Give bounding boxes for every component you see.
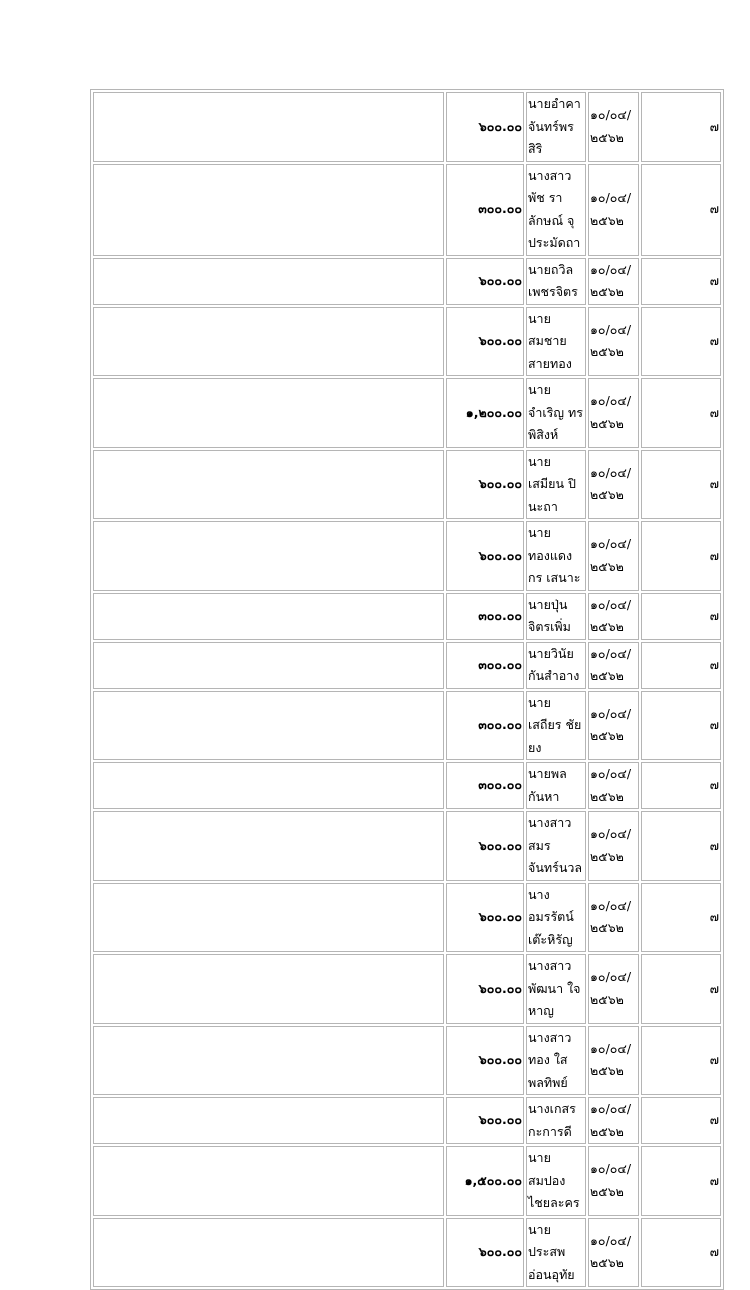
amount-cell: ๖๐๐.๐๐ xyxy=(446,521,524,591)
date-cell: ๑๐/๐๔/ ๒๕๖๒ xyxy=(588,164,639,256)
code-cell: ๗ xyxy=(641,258,721,305)
amount-cell: ๓๐๐.๐๐ xyxy=(446,642,524,689)
empty-cell xyxy=(93,92,444,162)
code-cell: ๗ xyxy=(641,1218,721,1288)
amount-cell: ๑,๒๐๐.๐๐ xyxy=(446,378,524,448)
empty-cell xyxy=(93,450,444,520)
name-cell: นาง อมรรัตน์ เต๊ะหิรัญ xyxy=(526,883,586,953)
date-cell: ๑๐/๐๔/ ๒๕๖๒ xyxy=(588,811,639,881)
payment-table xyxy=(90,89,724,1290)
table-row xyxy=(93,1146,721,1216)
code-cell: ๗ xyxy=(641,762,721,809)
table-row xyxy=(93,1218,721,1288)
amount-cell: ๓๐๐.๐๐ xyxy=(446,164,524,256)
code-cell: ๗ xyxy=(641,954,721,1024)
date-cell: ๑๐/๐๔/ ๒๕๖๒ xyxy=(588,378,639,448)
empty-cell xyxy=(93,691,444,761)
empty-cell xyxy=(93,1218,444,1288)
date-cell: ๑๐/๐๔/ ๒๕๖๒ xyxy=(588,593,639,640)
table-row xyxy=(93,762,721,809)
name-cell: นายเสมียน ปินะถา xyxy=(526,450,586,520)
name-cell: นางสาวสมร จันทร์นวล xyxy=(526,811,586,881)
code-cell: ๗ xyxy=(641,691,721,761)
amount-cell: ๖๐๐.๐๐ xyxy=(446,1218,524,1288)
name-cell: นายวินัย กันสำอาง xyxy=(526,642,586,689)
name-cell: นายอำคา จันทร์พรสิริ xyxy=(526,92,586,162)
table-row xyxy=(93,593,721,640)
empty-cell xyxy=(93,883,444,953)
code-cell: ๗ xyxy=(641,883,721,953)
name-cell: นางสาวพัช ราลักษณ์ จุประมัดถา xyxy=(526,164,586,256)
table-row xyxy=(93,642,721,689)
date-cell: ๑๐/๐๔/ ๒๕๖๒ xyxy=(588,642,639,689)
name-cell: นายประสพ อ่อนอุทัย xyxy=(526,1218,586,1288)
table-row xyxy=(93,883,721,953)
date-cell: ๑๐/๐๔/ ๒๕๖๒ xyxy=(588,1026,639,1096)
code-cell: ๗ xyxy=(641,593,721,640)
name-cell: นายสมปอง ไชยละคร xyxy=(526,1146,586,1216)
amount-cell: ๑,๕๐๐.๐๐ xyxy=(446,1146,524,1216)
code-cell: ๗ xyxy=(641,1146,721,1216)
empty-cell xyxy=(93,762,444,809)
amount-cell: ๖๐๐.๐๐ xyxy=(446,883,524,953)
code-cell: ๗ xyxy=(641,450,721,520)
table-row xyxy=(93,450,721,520)
table-row xyxy=(93,307,721,377)
name-cell: นายเสถียร ชัยยง xyxy=(526,691,586,761)
code-cell: ๗ xyxy=(641,307,721,377)
amount-cell: ๓๐๐.๐๐ xyxy=(446,593,524,640)
amount-cell: ๖๐๐.๐๐ xyxy=(446,258,524,305)
table-row xyxy=(93,691,721,761)
amount-cell: ๖๐๐.๐๐ xyxy=(446,811,524,881)
table-row xyxy=(93,258,721,305)
date-cell: ๑๐/๐๔/ ๒๕๖๒ xyxy=(588,1097,639,1144)
name-cell: นางสาว พัฒนา ใจ หาญ xyxy=(526,954,586,1024)
table-row xyxy=(93,521,721,591)
amount-cell: ๖๐๐.๐๐ xyxy=(446,1026,524,1096)
date-cell: ๑๐/๐๔/ ๒๕๖๒ xyxy=(588,691,639,761)
amount-cell: ๓๐๐.๐๐ xyxy=(446,691,524,761)
name-cell: นายสมชาย สายทอง xyxy=(526,307,586,377)
payment-table-body xyxy=(93,92,721,1287)
table-row xyxy=(93,378,721,448)
date-cell: ๑๐/๐๔/ ๒๕๖๒ xyxy=(588,883,639,953)
date-cell: ๑๐/๐๔/ ๒๕๖๒ xyxy=(588,258,639,305)
empty-cell xyxy=(93,164,444,256)
table-row xyxy=(93,954,721,1024)
name-cell: นายพล กันหา xyxy=(526,762,586,809)
table-row xyxy=(93,92,721,162)
amount-cell: ๖๐๐.๐๐ xyxy=(446,450,524,520)
name-cell: นายจำเริญ ทรพิสิงห์ xyxy=(526,378,586,448)
date-cell: ๑๐/๐๔/ ๒๕๖๒ xyxy=(588,521,639,591)
code-cell: ๗ xyxy=(641,164,721,256)
empty-cell xyxy=(93,1097,444,1144)
amount-cell: ๖๐๐.๐๐ xyxy=(446,307,524,377)
empty-cell xyxy=(93,642,444,689)
table-row xyxy=(93,1026,721,1096)
empty-cell xyxy=(93,521,444,591)
name-cell: นาย ทองแดง กร เสนาะ xyxy=(526,521,586,591)
empty-cell xyxy=(93,593,444,640)
code-cell: ๗ xyxy=(641,378,721,448)
table-row xyxy=(93,811,721,881)
code-cell: ๗ xyxy=(641,92,721,162)
code-cell: ๗ xyxy=(641,642,721,689)
date-cell: ๑๐/๐๔/ ๒๕๖๒ xyxy=(588,1218,639,1288)
table-row xyxy=(93,164,721,256)
date-cell: ๑๐/๐๔/ ๒๕๖๒ xyxy=(588,450,639,520)
name-cell: นายถวิล เพชรจิตร xyxy=(526,258,586,305)
date-cell: ๑๐/๐๔/ ๒๕๖๒ xyxy=(588,954,639,1024)
amount-cell: ๖๐๐.๐๐ xyxy=(446,954,524,1024)
name-cell: นายปุ่น จิตรเพิ่ม xyxy=(526,593,586,640)
date-cell: ๑๐/๐๔/ ๒๕๖๒ xyxy=(588,307,639,377)
empty-cell xyxy=(93,258,444,305)
amount-cell: ๖๐๐.๐๐ xyxy=(446,92,524,162)
date-cell: ๑๐/๐๔/ ๒๕๖๒ xyxy=(588,1146,639,1216)
empty-cell xyxy=(93,811,444,881)
empty-cell xyxy=(93,307,444,377)
empty-cell xyxy=(93,1026,444,1096)
code-cell: ๗ xyxy=(641,811,721,881)
name-cell: นางเกสร กะการดี xyxy=(526,1097,586,1144)
code-cell: ๗ xyxy=(641,1026,721,1096)
date-cell: ๑๐/๐๔/ ๒๕๖๒ xyxy=(588,92,639,162)
empty-cell xyxy=(93,954,444,1024)
code-cell: ๗ xyxy=(641,1097,721,1144)
name-cell: นางสาวทอง ใส พลทิพย์ xyxy=(526,1026,586,1096)
date-cell: ๑๐/๐๔/ ๒๕๖๒ xyxy=(588,762,639,809)
amount-cell: ๖๐๐.๐๐ xyxy=(446,1097,524,1144)
amount-cell: ๓๐๐.๐๐ xyxy=(446,762,524,809)
table-row xyxy=(93,1097,721,1144)
empty-cell xyxy=(93,378,444,448)
empty-cell xyxy=(93,1146,444,1216)
code-cell: ๗ xyxy=(641,521,721,591)
